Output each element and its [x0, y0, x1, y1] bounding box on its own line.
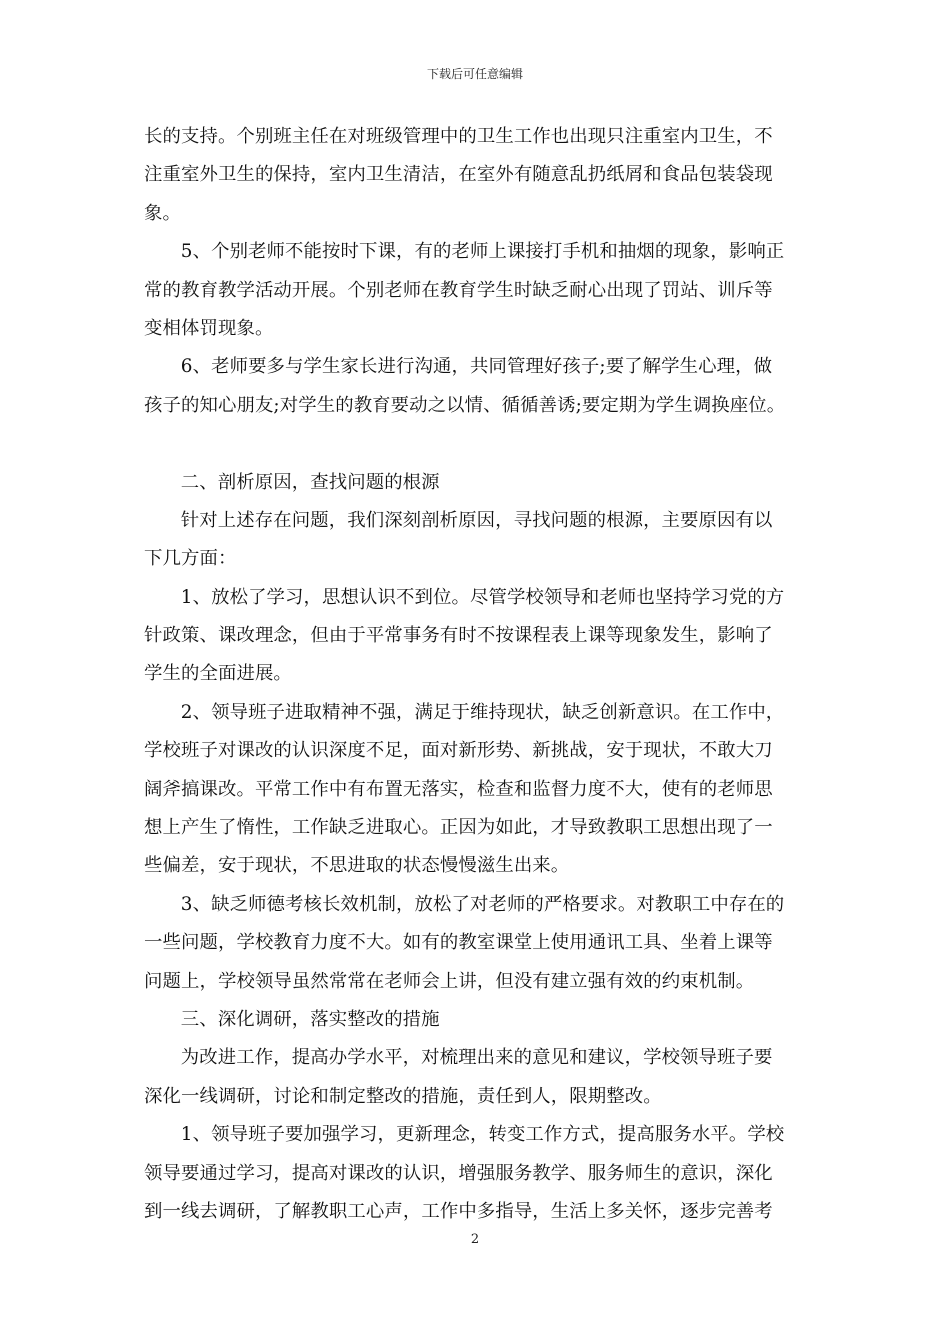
- page-number: 2: [470, 1232, 480, 1247]
- text-line: 一些问题，学校教育力度不大。如有的教室课堂上使用通讯工具、坐着上课等: [144, 932, 773, 954]
- text-line: 变相体罚现象。: [144, 317, 274, 339]
- text-line: 长的支持。个别班主任在对班级管理中的卫生工作也出现只注重室内卫生，不: [144, 126, 773, 147]
- text-line: 6、老师要多与学生家长进行沟通，共同管理好孩子;要了解学生心理，做: [180, 356, 773, 378]
- text-line: 下几方面：: [144, 548, 237, 570]
- text-line: 阔斧搞课改。平常工作中有布置无落实，检查和监督力度不大，使有的老师思: [144, 778, 773, 800]
- text-line: 学生的全面进展。: [144, 663, 292, 685]
- document-body: [144, 118, 819, 1231]
- text-line: 些偏差，安于现状，不思进取的状态慢慢滋生出来。: [144, 855, 570, 877]
- text-line: 注重室外卫生的保持，室内卫生清洁，在室外有随意乱扔纸屑和食品包装袋现: [144, 164, 773, 186]
- text-line: 领导要通过学习，提高对课改的认识，增强服务教学、服务师生的意识，深化: [144, 1162, 773, 1184]
- text-line: 1、放松了学习，思想认识不到位。尽管学校领导和老师也坚持学习党的方: [180, 586, 785, 608]
- text-line: 三、深化调研，落实整改的措施: [180, 1008, 440, 1030]
- text-line: 1、领导班子要加强学习，更新理念，转变工作方式，提高服务水平。学校: [180, 1124, 785, 1146]
- text-line: 学校班子对课改的认识深度不足，面对新形势、新挑战，安于现状，不敢大刀: [144, 740, 773, 762]
- text-line: 为改进工作，提高办学水平，对梳理出来的意见和建议，学校领导班子要: [180, 1047, 773, 1069]
- text-line: 二、剖析原因，查找问题的根源: [180, 471, 440, 493]
- blank-line: [144, 425, 819, 463]
- text-line: 象。: [144, 202, 181, 224]
- text-line: 问题上，学校领导虽然常常在老师会上讲，但没有建立强有效的约束机制。: [144, 970, 755, 992]
- text-line: 3、缺乏师德考核长效机制，放松了对老师的严格要求。对教职工中存在的: [180, 893, 785, 915]
- text-line: 常的教育教学活动开展。个别老师在教育学生时缺乏耐心出现了罚站、训斥等: [144, 279, 773, 301]
- text-line: 孩子的知心朋友;对学生的教育要动之以情、循循善诱;要定期为学生调换座位。: [144, 394, 786, 416]
- text-line: 针政策、课改理念，但由于平常事务有时不按课程表上课等现象发生，影响了: [144, 625, 773, 647]
- text-line: 到一线去调研，了解教职工心声，工作中多指导，生活上多关怀，逐步完善考: [144, 1200, 773, 1222]
- text-line: 针对上述存在问题，我们深刻剖析原因，寻找问题的根源，主要原因有以: [180, 509, 773, 531]
- text-line: 2、领导班子进取精神不强，满足于维持现状，缺乏创新意识。在工作中，: [180, 701, 785, 723]
- text-line: 想上产生了惰性，工作缺乏进取心。正因为如此，才导致教职工思想出现了一: [144, 817, 773, 839]
- page-header: 下载后可任意编辑: [426, 67, 523, 81]
- text-line: 5、个别老师不能按时下课，有的老师上课接打手机和抽烟的现象，影响正: [180, 241, 785, 263]
- text-line: 深化一线调研，讨论和制定整改的措施，责任到人，限期整改。: [144, 1085, 662, 1107]
